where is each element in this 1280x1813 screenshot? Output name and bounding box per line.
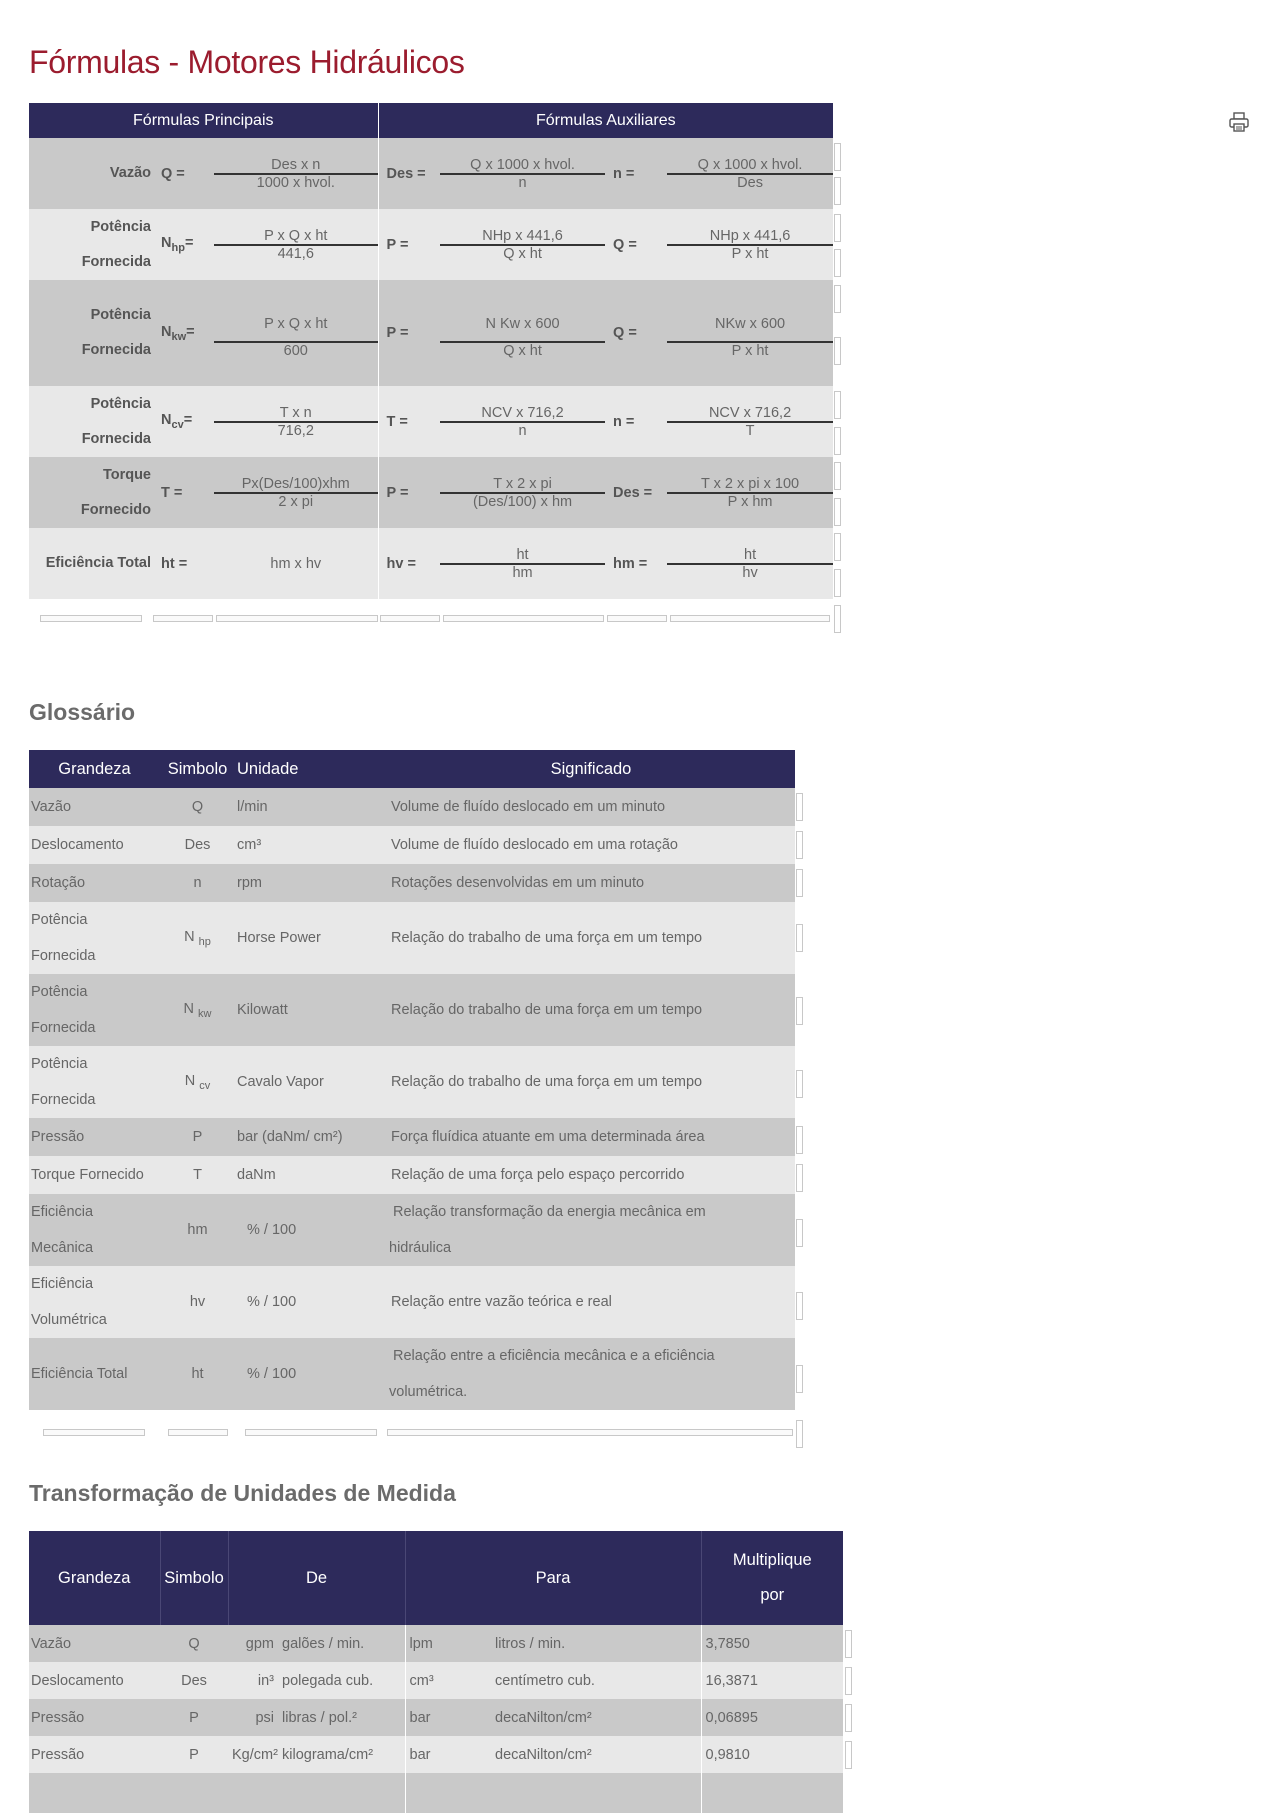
formula-fraction: T x 2 x pi (Des/100) x hm — [440, 457, 605, 528]
row-resize-handle[interactable] — [845, 1667, 852, 1695]
glossary-grandeza: Potência Fornecida — [29, 974, 160, 1046]
units-title: Transformação de Unidades de Medida — [29, 1480, 456, 1506]
glossary-grandeza: Rotação — [29, 864, 160, 902]
row-resize-handle[interactable] — [834, 249, 841, 277]
header-simbolo: Simbolo — [160, 750, 235, 788]
units-para-unit: cm³ — [405, 1662, 491, 1699]
glossary-row — [29, 1266, 795, 1338]
glossary-simbolo: ht — [160, 1338, 235, 1410]
header-significado: Significado — [387, 750, 795, 788]
formula-fraction: NHp x 441,6 P x ht — [667, 209, 833, 280]
column-resize-bar[interactable] — [443, 615, 604, 622]
glossary-simbolo: n — [160, 864, 235, 902]
formula-row-vazao — [29, 138, 833, 209]
formula-label: $N_{cv}=$ — [153, 386, 214, 457]
column-resize-bar[interactable] — [216, 615, 378, 622]
formula-row-potencia-kw — [29, 280, 833, 386]
formula-fraction: Q x 1000 x hvol. Des — [667, 138, 833, 209]
row-resize-handle[interactable] — [834, 498, 841, 526]
row-resize-handle[interactable] — [796, 1420, 803, 1448]
column-resize-bar[interactable] — [40, 615, 142, 622]
formula-row-eficiencia-total — [29, 528, 833, 599]
formula-label: P = — [378, 457, 440, 528]
glossary-row — [29, 902, 795, 974]
units-fator: 0,9810 — [701, 1736, 843, 1773]
header-grandeza: Grandeza — [29, 750, 160, 788]
row-resize-handle[interactable] — [834, 337, 841, 365]
row-resize-handle[interactable] — [845, 1704, 852, 1732]
row-resize-handle[interactable] — [834, 569, 841, 597]
glossary-simbolo: N $_{hp}$ — [160, 902, 235, 974]
formula-fraction: P x Q x ht 441,6 — [214, 209, 378, 280]
glossary-row — [29, 1156, 795, 1194]
formula-label: P = — [378, 280, 440, 386]
formula-label: $N_{kw}=$ — [153, 280, 214, 386]
row-resize-handle[interactable] — [845, 1741, 852, 1769]
column-resize-bar[interactable] — [380, 615, 440, 622]
row-resize-handle[interactable] — [796, 869, 803, 897]
row-resize-handle[interactable] — [796, 793, 803, 821]
glossary-grandeza: Vazão — [29, 788, 160, 826]
units-grandeza: Pressão — [29, 1736, 160, 1773]
header-de: De — [228, 1531, 405, 1625]
units-simbolo: Q — [160, 1625, 228, 1662]
units-grandeza: Vazão — [29, 1625, 160, 1662]
row-resize-handle[interactable] — [834, 427, 841, 455]
glossary-simbolo: T — [160, 1156, 235, 1194]
formula-name: Potência Fornecida — [29, 280, 153, 386]
formula-fraction: NHp x 441,6 Q x ht — [440, 209, 605, 280]
row-resize-handle[interactable] — [834, 143, 841, 171]
glossary-significado: Relação transformação da energia mecânica em hidráulica — [387, 1194, 795, 1266]
glossary-significado: Volume de fluído deslocado em um minuto — [387, 788, 795, 826]
units-grandeza: Pressão — [29, 1699, 160, 1736]
row-resize-handle[interactable] — [796, 1219, 803, 1247]
glossary-simbolo: N $_{cv}$ — [160, 1046, 235, 1118]
glossary-unidade: % / 100 — [235, 1194, 387, 1266]
glossary-significado: Volume de fluído deslocado em uma rotação — [387, 826, 795, 864]
glossary-significado: Força fluídica atuante em uma determinada área — [387, 1118, 795, 1156]
units-para-desc: decaNilton/cm² — [491, 1736, 701, 1773]
formula-fraction: T x n 716,2 — [214, 386, 378, 457]
units-row-empty — [29, 1773, 843, 1813]
units-para-unit: bar — [405, 1736, 491, 1773]
glossary-simbolo: P — [160, 1118, 235, 1156]
units-table — [29, 1531, 843, 1813]
printer-icon[interactable] — [1228, 111, 1250, 133]
formula-row-potencia-cv — [29, 386, 833, 457]
formula-label: n = — [605, 386, 667, 457]
units-simbolo: P — [160, 1736, 228, 1773]
header-multiplique-por: Multiplique por — [701, 1531, 843, 1625]
row-resize-handle[interactable] — [834, 177, 841, 205]
glossary-unidade: cm³ — [235, 826, 387, 864]
glossary-grandeza: Eficiência Mecânica — [29, 1194, 160, 1266]
units-de-unit: gpm — [228, 1625, 278, 1662]
units-para-desc: litros / min. — [491, 1625, 701, 1662]
glossary-grandeza: Potência Fornecida — [29, 902, 160, 974]
units-de-desc: libras / pol.² — [278, 1699, 405, 1736]
glossary-simbolo: Des — [160, 826, 235, 864]
glossary-grandeza: Pressão — [29, 1118, 160, 1156]
row-resize-handle[interactable] — [834, 285, 841, 313]
glossary-significado: Relação entre vazão teórica e real — [387, 1266, 795, 1338]
glossary-unidade: % / 100 — [235, 1266, 387, 1338]
formula-fraction: T x 2 x pi x 100 P x hm — [667, 457, 833, 528]
header-simbolo: Simbolo — [160, 1531, 228, 1625]
glossary-grandeza: Eficiência Volumétrica — [29, 1266, 160, 1338]
glossary-row — [29, 826, 795, 864]
glossary-row — [29, 1194, 795, 1266]
units-simbolo: Des — [160, 1662, 228, 1699]
glossary-row — [29, 1046, 795, 1118]
formula-label: hv = — [378, 528, 440, 599]
formula-label: hm = — [605, 528, 667, 599]
glossary-unidade: bar (daNm/ cm²) — [235, 1118, 387, 1156]
formula-label: $N_{hp}=$ — [153, 209, 214, 280]
formula-label: n = — [605, 138, 667, 209]
row-resize-handle[interactable] — [796, 997, 803, 1025]
glossary-grandeza: Torque Fornecido — [29, 1156, 160, 1194]
glossary-row — [29, 974, 795, 1046]
units-para-unit: lpm — [405, 1625, 491, 1662]
units-de-unit: in³ — [228, 1662, 278, 1699]
units-para-desc: centímetro cub. — [491, 1662, 701, 1699]
column-resize-bar[interactable] — [245, 1429, 377, 1436]
formula-fraction: Des x n 1000 x hvol. — [214, 138, 378, 209]
row-resize-handle[interactable] — [796, 1126, 803, 1154]
units-row — [29, 1699, 843, 1736]
column-resize-bar[interactable] — [168, 1429, 228, 1436]
formula-fraction: NCV x 716,2 T — [667, 386, 833, 457]
glossary-row — [29, 1338, 795, 1410]
formula-name: Potência Fornecida — [29, 209, 153, 280]
formula-fraction: Q x 1000 x hvol. n — [440, 138, 605, 209]
glossary-row — [29, 788, 795, 826]
formula-label: P = — [378, 209, 440, 280]
glossary-significado: Relação do trabalho de uma força em um tempo — [387, 902, 795, 974]
glossary-grandeza: Deslocamento — [29, 826, 160, 864]
glossary-simbolo: hm — [160, 1194, 235, 1266]
formula-fraction: Px(Des/100)xhm 2 x pi — [214, 457, 378, 528]
formula-fraction: NKw x 600 P x ht — [667, 280, 833, 386]
formula-fraction: P x Q x ht 600 — [214, 280, 378, 386]
units-para-unit: bar — [405, 1699, 491, 1736]
column-resize-bar[interactable] — [43, 1429, 145, 1436]
glossary-significado: Rotações desenvolvidas em um minuto — [387, 864, 795, 902]
units-grandeza: Deslocamento — [29, 1662, 160, 1699]
formula-value: hm x hv — [214, 528, 378, 599]
row-resize-handle[interactable] — [796, 924, 803, 952]
row-resize-handle[interactable] — [834, 533, 841, 561]
row-resize-handle[interactable] — [796, 1292, 803, 1320]
formula-label: Des = — [605, 457, 667, 528]
units-de-desc: galões / min. — [278, 1625, 405, 1662]
glossary-grandeza: Potência Fornecida — [29, 1046, 160, 1118]
page-title: Fórmulas - Motores Hidráulicos — [29, 44, 465, 80]
formula-fraction: NCV x 716,2 n — [440, 386, 605, 457]
glossary-significado: Relação do trabalho de uma força em um tempo — [387, 1046, 795, 1118]
units-para-desc: decaNilton/cm² — [491, 1699, 701, 1736]
glossary-title: Glossário — [29, 699, 136, 725]
glossary-row — [29, 1118, 795, 1156]
glossary-unidade: Kilowatt — [235, 974, 387, 1046]
glossary-unidade: daNm — [235, 1156, 387, 1194]
formula-label: ht = — [153, 528, 214, 599]
units-simbolo: P — [160, 1699, 228, 1736]
formula-fraction: N Kw x 600 Q x ht — [440, 280, 605, 386]
row-resize-handle[interactable] — [834, 391, 841, 419]
row-resize-handle[interactable] — [845, 1630, 852, 1658]
glossary-grandeza: Eficiência Total — [29, 1338, 160, 1410]
formula-name: Eficiência Total — [29, 528, 153, 599]
glossary-significado: Relação entre a eficiência mecânica e a eficiência volumétrica. — [387, 1338, 795, 1410]
header-formulas-auxiliares: Fórmulas Auxiliares — [378, 103, 833, 138]
units-de-desc: kilograma/cm² — [278, 1736, 405, 1773]
units-fator: 0,06895 — [701, 1699, 843, 1736]
column-resize-bar[interactable] — [670, 615, 830, 622]
formula-name: Torque Fornecido — [29, 457, 153, 528]
units-fator: 16,3871 — [701, 1662, 843, 1699]
formula-label: Des = — [378, 138, 440, 209]
formulas-table — [29, 103, 833, 599]
units-de-unit: psi — [228, 1699, 278, 1736]
glossary-significado: Relação de uma força pelo espaço percorrido — [387, 1156, 795, 1194]
formula-label: Q = — [605, 209, 667, 280]
formula-label: T = — [378, 386, 440, 457]
formula-row-torque — [29, 457, 833, 528]
glossary-unidade: % / 100 — [235, 1338, 387, 1410]
units-fator: 3,7850 — [701, 1625, 843, 1662]
glossary-simbolo: Q — [160, 788, 235, 826]
glossary-unidade: Horse Power — [235, 902, 387, 974]
header-formulas-principais: Fórmulas Principais — [29, 103, 378, 138]
formula-label: Q = — [605, 280, 667, 386]
glossary-significado: Relação do trabalho de uma força em um tempo — [387, 974, 795, 1046]
row-resize-handle[interactable] — [834, 462, 841, 490]
header-grandeza: Grandeza — [29, 1531, 160, 1625]
formula-fraction: ht hv — [667, 528, 833, 599]
glossary-unidade: l/min — [235, 788, 387, 826]
row-resize-handle[interactable] — [796, 1164, 803, 1192]
units-row — [29, 1662, 843, 1699]
glossary-table — [29, 750, 795, 1410]
row-resize-handle[interactable] — [796, 1365, 803, 1393]
units-de-unit: Kg/cm² — [228, 1736, 278, 1773]
glossary-unidade: Cavalo Vapor — [235, 1046, 387, 1118]
units-de-desc: polegada cub. — [278, 1662, 405, 1699]
row-resize-handle[interactable] — [834, 214, 841, 242]
header-unidade: Unidade — [235, 750, 387, 788]
column-resize-bar[interactable] — [153, 615, 213, 622]
row-resize-handle[interactable] — [796, 1070, 803, 1098]
row-resize-handle[interactable] — [796, 831, 803, 859]
column-resize-bar[interactable] — [387, 1429, 793, 1436]
glossary-row — [29, 864, 795, 902]
formula-row-potencia-hp — [29, 209, 833, 280]
header-para: Para — [405, 1531, 701, 1625]
glossary-unidade: rpm — [235, 864, 387, 902]
glossary-simbolo: hv — [160, 1266, 235, 1338]
formula-fraction: ht hm — [440, 528, 605, 599]
formula-name: Vazão — [29, 138, 153, 209]
units-row — [29, 1625, 843, 1662]
column-resize-bar[interactable] — [607, 615, 667, 622]
formula-label: Q = — [153, 138, 214, 209]
formula-label: T = — [153, 457, 214, 528]
row-resize-handle[interactable] — [834, 605, 841, 633]
units-row — [29, 1736, 843, 1773]
glossary-simbolo: N $_{kw}$ — [160, 974, 235, 1046]
formula-name: Potência Fornecida — [29, 386, 153, 457]
